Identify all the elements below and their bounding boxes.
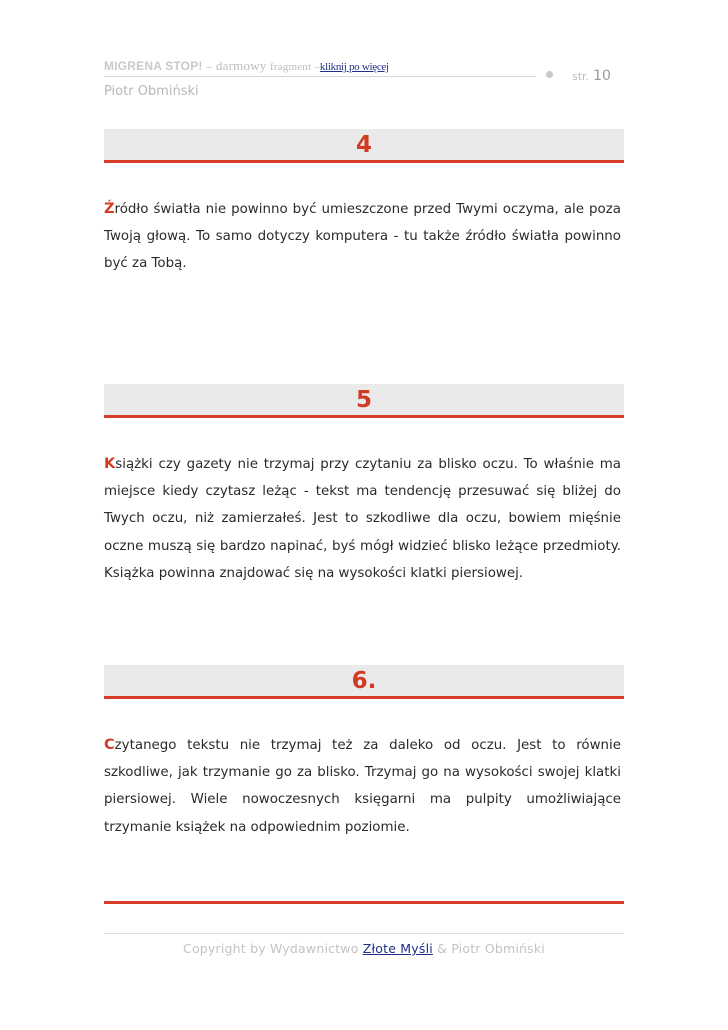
header-separator: – [206, 59, 213, 73]
page-label: str. [572, 70, 590, 83]
content-end-divider [104, 901, 624, 904]
drop-letter: K [104, 456, 116, 472]
section-header-5 [104, 384, 624, 418]
brand-name: MIGRENA STOP! [104, 59, 203, 73]
header-fragment-label: fragment – [269, 61, 320, 73]
section-number: 6. [351, 668, 377, 694]
copyright-prefix: Copyright by Wydawnictwo [183, 941, 363, 956]
drop-letter: Ź [104, 201, 115, 217]
page-number-value: 10 [593, 68, 611, 84]
copyright-suffix: & Piotr Obmiński [432, 941, 545, 956]
footer-divider [104, 933, 624, 934]
paragraph-text: ródło światła nie powinno być umieszczone przed Twymi oczyma, ale poza Twoją głową. To samo dotyczy komputera - tu także źródło światła powinno być za Tobą. [104, 202, 621, 272]
paragraph-text: zytanego tekstu nie trzymaj też za daleko od oczu. Jest to równie szkodliwe, jak trzymanie go za blisko. Trzymaj go na wysokości swojej klatki piersiowej. Wiele nowoczesnych księgarni ma pulpity umożliwiające trzymanie książek na odpowiednim poziomie. [104, 738, 621, 835]
header-title [104, 58, 389, 74]
more-link[interactable]: kliknij po więcej [319, 61, 389, 73]
paragraph-text: siążki czy gazety nie trzymaj przy czytaniu za blisko oczu. To właśnie ma miejsce kiedy czytasz leżąc - tekst ma tendencję przesuwać się bliżej do Twych oczu, niż zamierzałeś. Jest to szkodliwe dla oczu, bowiem mięśnie oczne muszą się bardzo napinać, byś mógł widzieć blisko leżące przedmioty. Książka powinna znajdować się na wysokości klatki piersiowej. [104, 457, 621, 581]
section-number: 4 [355, 132, 372, 158]
section-paragraph-5 [104, 451, 621, 587]
section-paragraph-6 [104, 732, 621, 841]
header-free-label: darmowy [215, 58, 267, 73]
bullet-icon [546, 71, 553, 78]
header-divider [104, 76, 536, 77]
drop-letter: C [104, 737, 115, 753]
footer-copyright [104, 941, 624, 956]
publisher-link[interactable]: Złote Myśli [362, 941, 433, 956]
section-header-4 [104, 129, 624, 163]
section-number: 5 [355, 387, 372, 413]
section-paragraph-4 [104, 196, 621, 278]
header-author: Piotr Obmiński [104, 84, 199, 99]
section-header-6 [104, 665, 624, 699]
page-number [572, 68, 611, 84]
